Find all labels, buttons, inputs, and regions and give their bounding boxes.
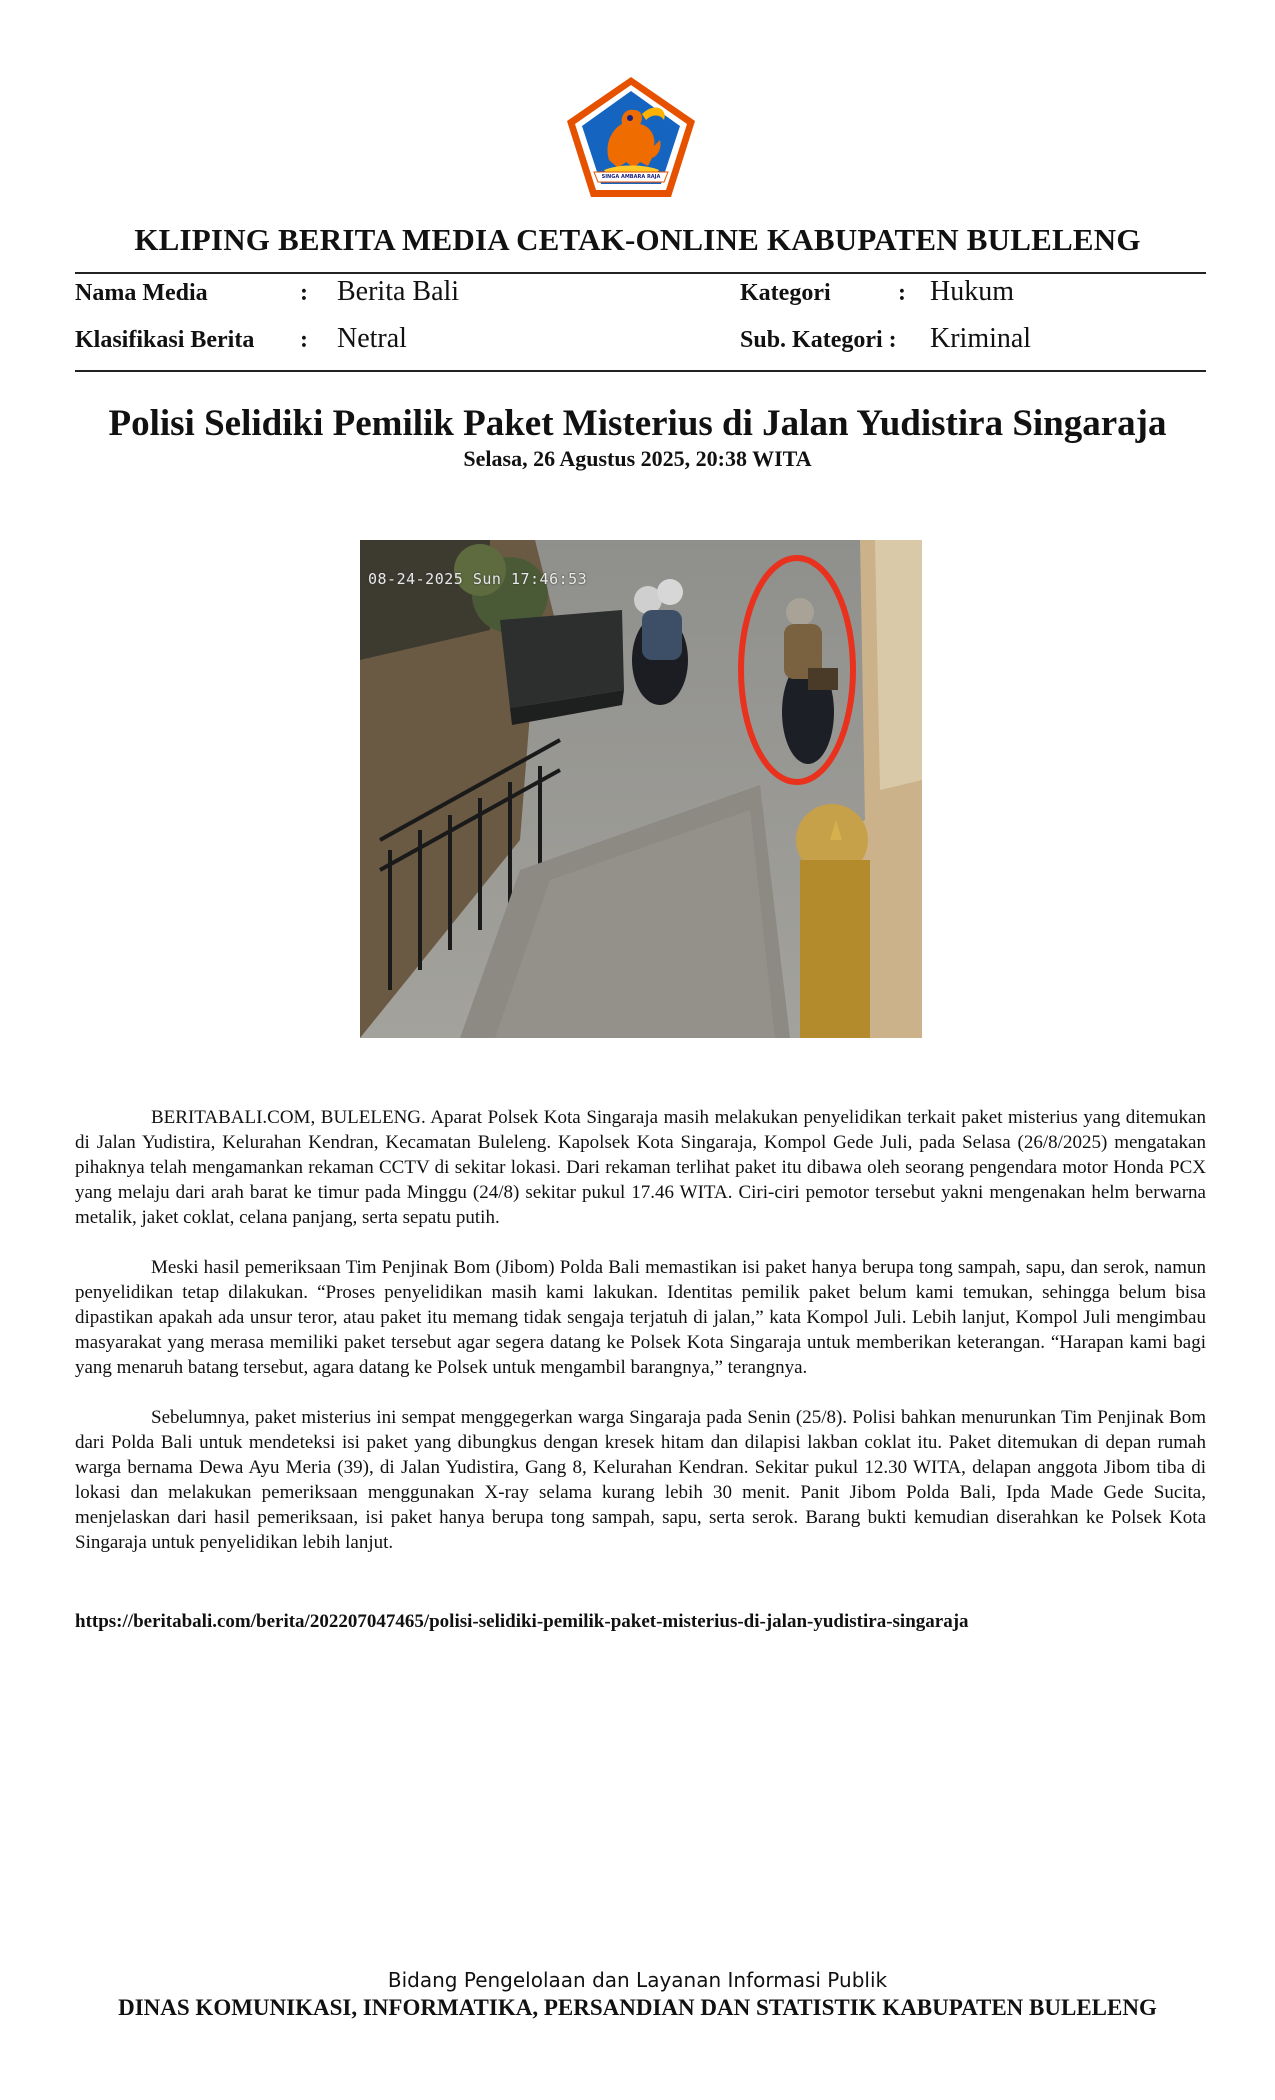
header-divider-bottom [75, 370, 1206, 372]
category-label: Kategori [740, 280, 831, 306]
footer-department: Bidang Pengelolaan dan Layanan Informasi Publik [387, 1968, 888, 1992]
classification-label: Klasifikasi Berita [75, 327, 255, 353]
article-body [75, 1105, 1206, 1580]
article-paragraph: BERITABALI.COM, BULELENG. Aparat Polsek Kota Singaraja masih melakukan penyelidikan terkait paket misterius yang ditemukan di Jalan Yudistira, Kelurahan Kendran, Kecamatan Buleleng. Kapolsek Kota Singaraja, Kompol Gede Juli, pada Selasa (26/8/2025) mengatakan pihaknya telah mengamankan rekaman CCTV di sekitar lokasi. Dari rekaman terlihat paket itu dibawa oleh seorang pengendara motor Honda PCX yang melaju dari arah barat ke timur pada Minggu (24/8) sekitar pukul 17.46 WITA. Ciri-ciri pemotor tersebut yakni mengenakan helm berwarna metalik, jaket coklat, celana panjang, serta sepatu putih. [75, 1107, 1206, 1228]
media-value: Berita Bali [337, 276, 460, 307]
category-separator: : [898, 280, 906, 306]
category-value: Hukum [930, 276, 1014, 307]
classification-value: Netral [337, 323, 407, 354]
article-paragraph: Sebelumnya, paket misterius ini sempat menggegerkan warga Singaraja pada Senin (25/8). Polisi bahkan menurunkan Tim Penjinak Bom dari Polda Bali untuk mendeteksi isi paket yang dibungkus dengan kresek hitam dan dilapisi lakban coklat itu. Paket ditemukan di depan rumah warga bernama Dewa Ayu Meria (39), di Jalan Yudistira, Gang 8, Kelurahan Kendran. Sekitar pukul 12.30 WITA, delapan anggota Jibom tiba di lokasi dan melakukan pemeriksaan menggunakan X-ray selama kurang lebih 30 menit. Panit Jibom Polda Bali, Ipda Made Gede Sucita, menjelaskan dari hasil pemeriksaan, isi paket hanya berupa tong sampah, sapu, serta serok. Barang bukti kemudian diserahkan ke Polsek Kota Singaraja untuk penyelidikan lebih lanjut. [75, 1407, 1206, 1553]
article-paragraph: Meski hasil pemeriksaan Tim Penjinak Bom (Jibom) Polda Bali memastikan isi paket hanya berupa tong sampah, sapu, dan serok, namun penyelidikan tetap dilakukan. “Proses penyelidikan masih kami lakukan. Identitas pemilik paket belum kami temukan, sehingga belum bisa dipastikan apakah ada unsur teror, atau paket itu memang tidak sengaja terjatuh di jalan,” kata Kompol Juli. Lebih lanjut, Kompol Juli mengimbau masyarakat yang merasa memiliki paket tersebut agar segera datang ke Polsek Kota Singaraja untuk memberikan keterangan. “Harapan kami bagi yang menaruh batang tersebut, agara datang ke Polsek untuk mengambil barangnya,” terangnya. [75, 1257, 1206, 1378]
classification-separator: : [300, 327, 308, 353]
header-divider-top [75, 272, 1206, 274]
crest-motto: SINGA AMBARA RAJA [601, 174, 661, 180]
cctv-timestamp: 08-24-2025 Sun 17:46:53 [368, 570, 588, 588]
media-label: Nama Media [75, 280, 208, 306]
buleleng-regency-crest-icon [564, 74, 698, 200]
cctv-photo [360, 540, 922, 1038]
source-link[interactable]: https://beritabali.com/berita/202207047465/polisi-selidiki-pemilik-paket-misterius-di-jalan-yudistira-singaraja [75, 1611, 969, 1632]
subcategory-value: Kriminal [930, 323, 1032, 354]
footer-agency: DINAS KOMUNIKASI, INFORMATIKA, PERSANDIAN DAN STATISTIK KABUPATEN BULELENG [118, 1995, 1157, 2020]
subcategory-label: Sub. Kategori : [740, 327, 897, 353]
document-title: KLIPING BERITA MEDIA CETAK-ONLINE KABUPATEN BULELENG [134, 222, 1141, 257]
article-headline: Polisi Selidiki Pemilik Paket Misterius di Jalan Yudistira Singaraja [108, 403, 1167, 444]
media-separator: : [300, 280, 308, 306]
article-dateline: Selasa, 26 Agustus 2025, 20:38 WITA [463, 446, 812, 471]
